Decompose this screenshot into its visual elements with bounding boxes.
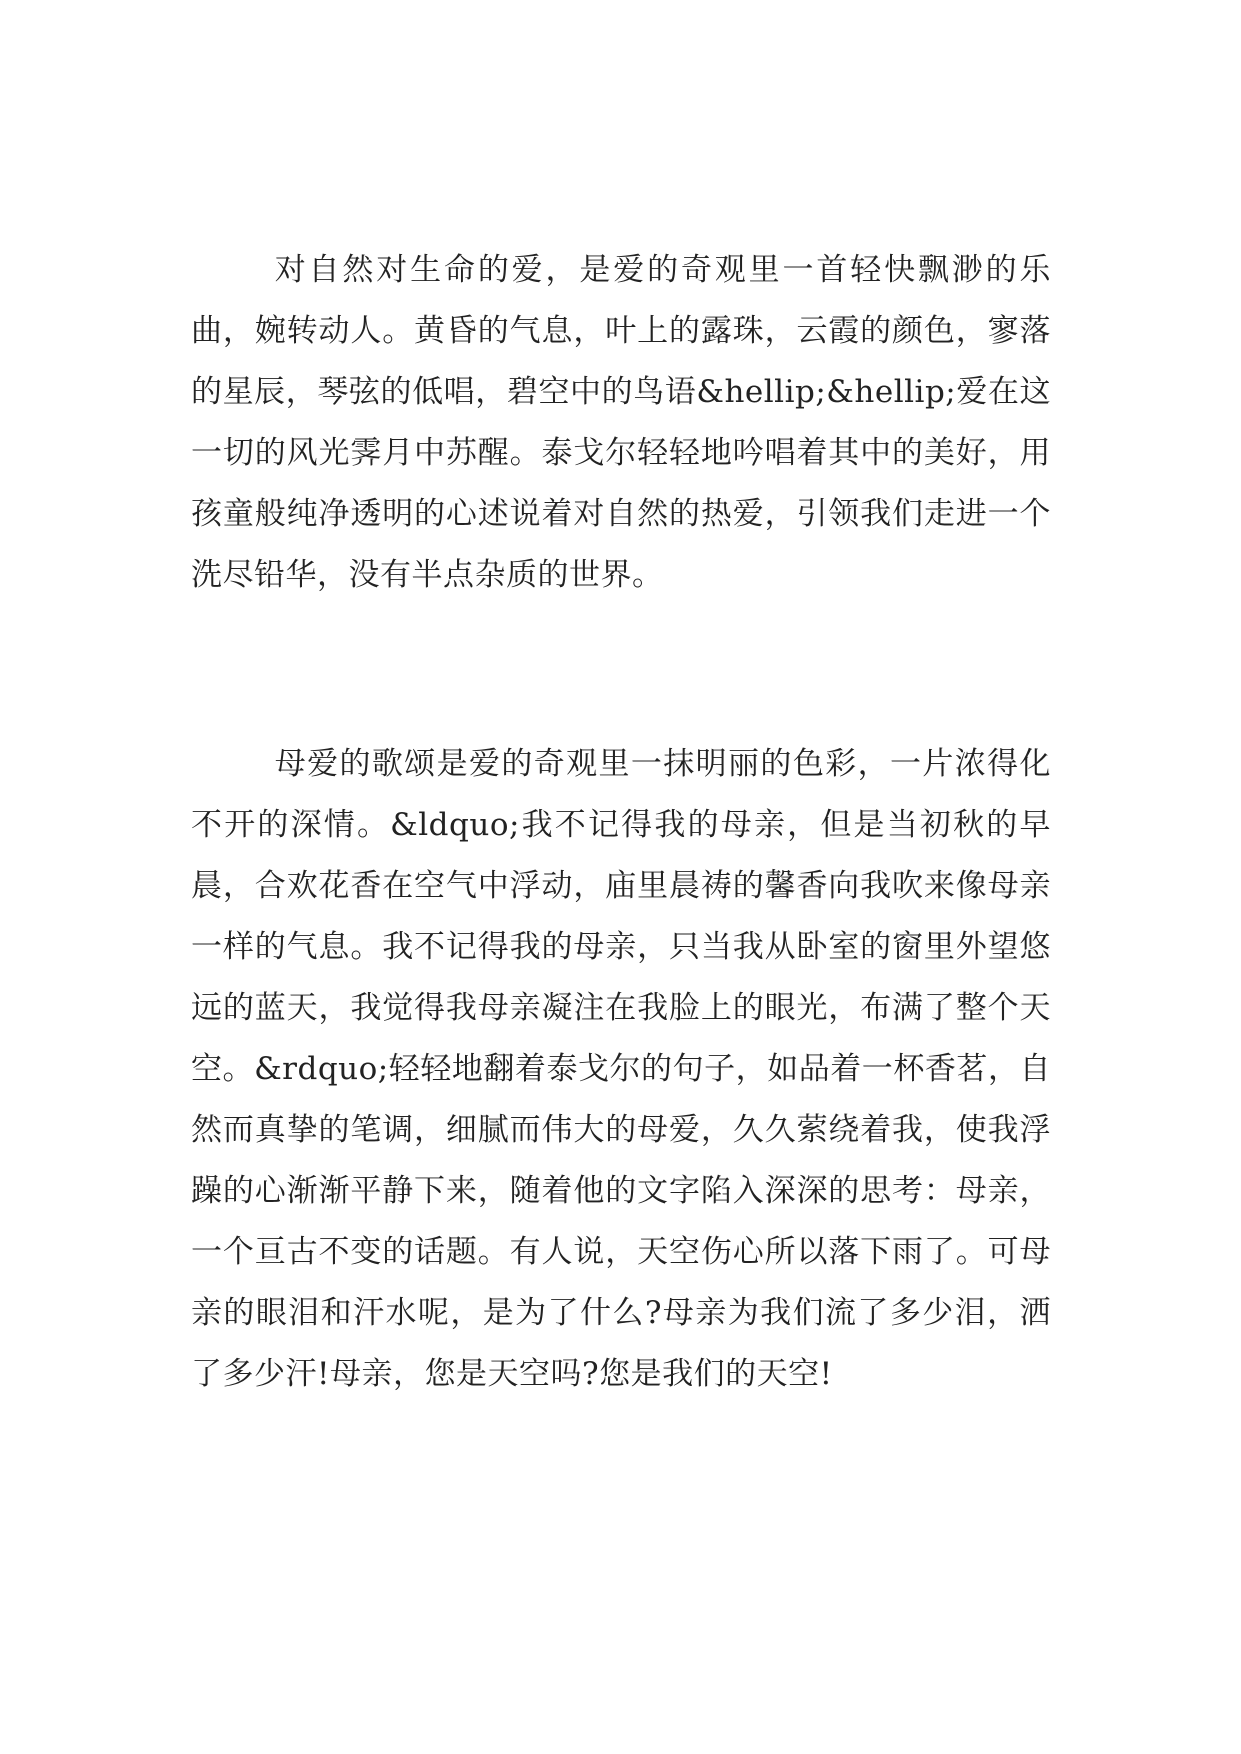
- paragraph-mother-love: 母爱的歌颂是爱的奇观里一抹明丽的色彩，一片浓得化不开的深情。&ldquo;我不记得我的母亲，但是当初秋的早晨，合欢花香在空气中浮动，庙里晨祷的馨香向我吹来像母亲一样的气息。我不记得我的母亲，只当我从卧室的窗里外望悠远的蓝天，我觉得我母亲凝注在我脸上的眼光，布满了整个天空。&rdquo;轻轻地翻着泰戈尔的句子，如品着一杯香茗，自然而真挚的笔调，细腻而伟大的母爱，久久萦绕着我，使我浮躁的心渐渐平静下来，随着他的文字陷入深深的思考：母亲，一个亘古不变的话题。有人说，天空伤心所以落下雨了。可母亲的眼泪和汗水呢，是为了什么?母亲为我们流了多少泪，洒了多少汗!母亲，您是天空吗?您是我们的天空!: [191, 746, 1051, 1392]
- paragraph-nature-love: 对自然对生命的爱，是爱的奇观里一首轻快飘渺的乐曲，婉转动人。黄昏的气息，叶上的露珠，云霞的颜色，寥落的星辰，琴弦的低唱，碧空中的鸟语&hellip;&hellip;爱在这一切的风光霁月中苏醒。泰戈尔轻轻地吟唱着其中的美好，用孩童般纯净透明的心述说着对自然的热爱，引领我们走进一个洗尽铅华，没有半点杂质的世界。: [191, 252, 1051, 593]
